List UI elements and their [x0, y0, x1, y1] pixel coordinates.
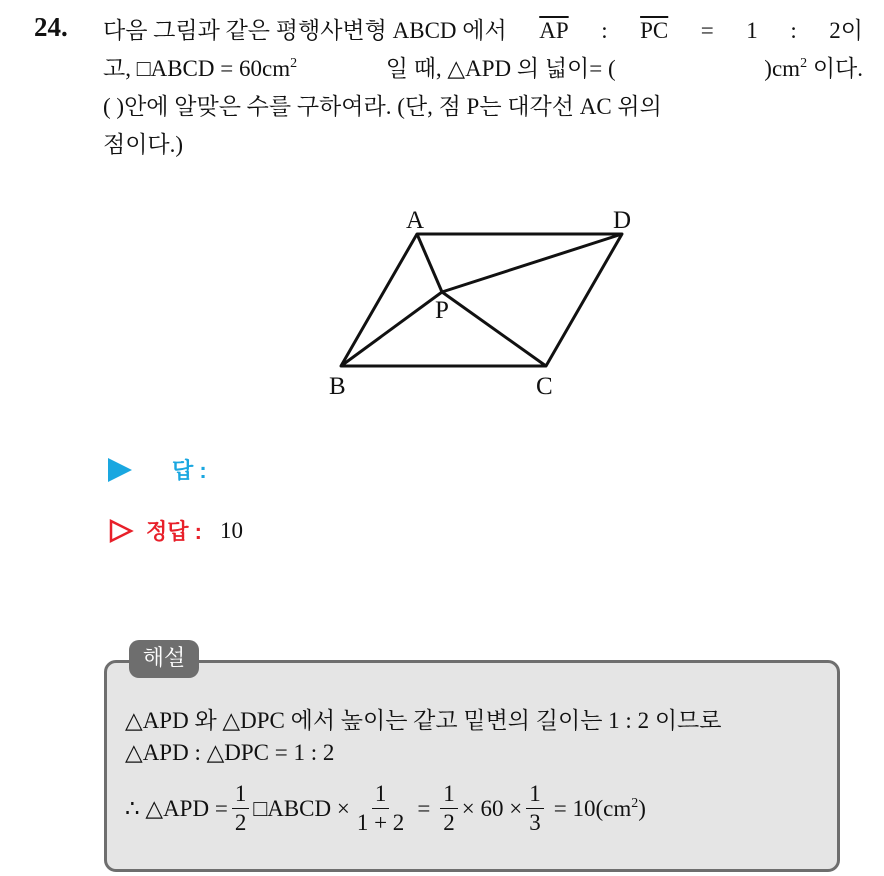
frac4-num: 1: [526, 780, 544, 809]
frac3-den: 2: [443, 810, 455, 835]
triangle-outline-icon: [108, 518, 134, 544]
question-line-2-b: 일 때, △APD 의 넓이= (: [385, 56, 616, 81]
equals-sign: =: [417, 795, 431, 821]
question-line-2: [103, 50, 863, 88]
ratio-colon-1: :: [601, 18, 608, 43]
correct-answer-label: 정답 :: [146, 519, 202, 544]
label-p: P: [435, 297, 449, 324]
fraction-one-half-b: [440, 780, 458, 837]
question-line-2-c: [704, 50, 863, 88]
label-d: D: [613, 207, 632, 234]
question-line-1-end: 이: [840, 18, 863, 43]
ratio-two-end: [829, 12, 863, 50]
fraction-one-over-three-sum: [354, 780, 407, 837]
question-text: [103, 12, 863, 164]
ratio-two: 2: [829, 18, 841, 43]
question-line-2-end: 이다.: [812, 56, 863, 81]
question-line-3: ( )안에 알맞은 수를 구하여라. (단, 점 P는 대각선 AC 위의: [103, 94, 662, 119]
fraction-one-half-a: [232, 780, 250, 837]
ratio-one: 1: [746, 18, 758, 43]
answer-row: [108, 454, 207, 485]
therefore-text: ∴ △APD =: [125, 795, 228, 821]
mid-text-2: × 60 ×: [461, 795, 523, 821]
explanation-line-2: △APD : △DPC = 1 : 2: [125, 740, 335, 765]
sup-2-b: 2: [800, 56, 808, 71]
question-number: 24.: [34, 12, 68, 42]
segment-a-p: [417, 234, 442, 292]
result-sup: 2: [631, 795, 639, 811]
correct-answer-value: 10: [219, 517, 243, 543]
label-b: B: [329, 373, 346, 400]
frac4-den: 3: [529, 810, 541, 835]
parallelogram-svg: [320, 198, 640, 408]
sup-2-a: 2: [290, 56, 298, 71]
question-line-2-a: [103, 50, 297, 88]
segment-p-b: [341, 292, 442, 366]
unit-cm-text: )cm: [764, 56, 801, 81]
answer-label: 답 :: [172, 458, 207, 483]
segment-pc: $\overline{PC}$: [640, 18, 669, 43]
frac2-num: 1: [372, 780, 390, 809]
frac2-den: 1 + 2: [356, 810, 405, 835]
ratio-equals: =: [700, 18, 714, 43]
segment-p-c: [442, 292, 546, 366]
parallelogram-figure: [320, 198, 640, 413]
question-line-4: 점이다.): [103, 132, 184, 157]
explanation-line-3: [125, 780, 646, 837]
correct-answer-row: [108, 515, 243, 546]
triangle-filled-icon: [108, 458, 132, 482]
result-value: = 10(cm: [553, 795, 632, 821]
frac1-num: 1: [232, 780, 250, 809]
label-a: A: [406, 207, 425, 234]
question-line-1-text: 다음 그림과 같은 평행사변형 ABCD 에서: [103, 18, 507, 43]
explanation-tab: 해설: [129, 640, 199, 678]
frac3-num: 1: [440, 780, 458, 809]
explanation-line-1: △APD 와 △DPC 에서 높이는 같고 밑변의 길이는 1 : 2 이므로: [125, 708, 722, 733]
explanation-box: [104, 660, 840, 872]
question-line-1: [103, 12, 863, 50]
label-c: C: [536, 373, 553, 400]
area-parallelogram-text: 고, □ABCD = 60cm: [103, 56, 291, 81]
ratio-colon-2: :: [790, 18, 797, 43]
frac1-den: 2: [234, 810, 247, 835]
result-end: ): [638, 795, 646, 821]
fraction-one-third: [526, 780, 544, 837]
segment-ap: $\overline{AP}$: [539, 18, 569, 43]
result-text: [554, 796, 646, 822]
parallelogram-abcd: [341, 234, 622, 366]
mid-text-1: □ABCD ×: [253, 795, 350, 821]
